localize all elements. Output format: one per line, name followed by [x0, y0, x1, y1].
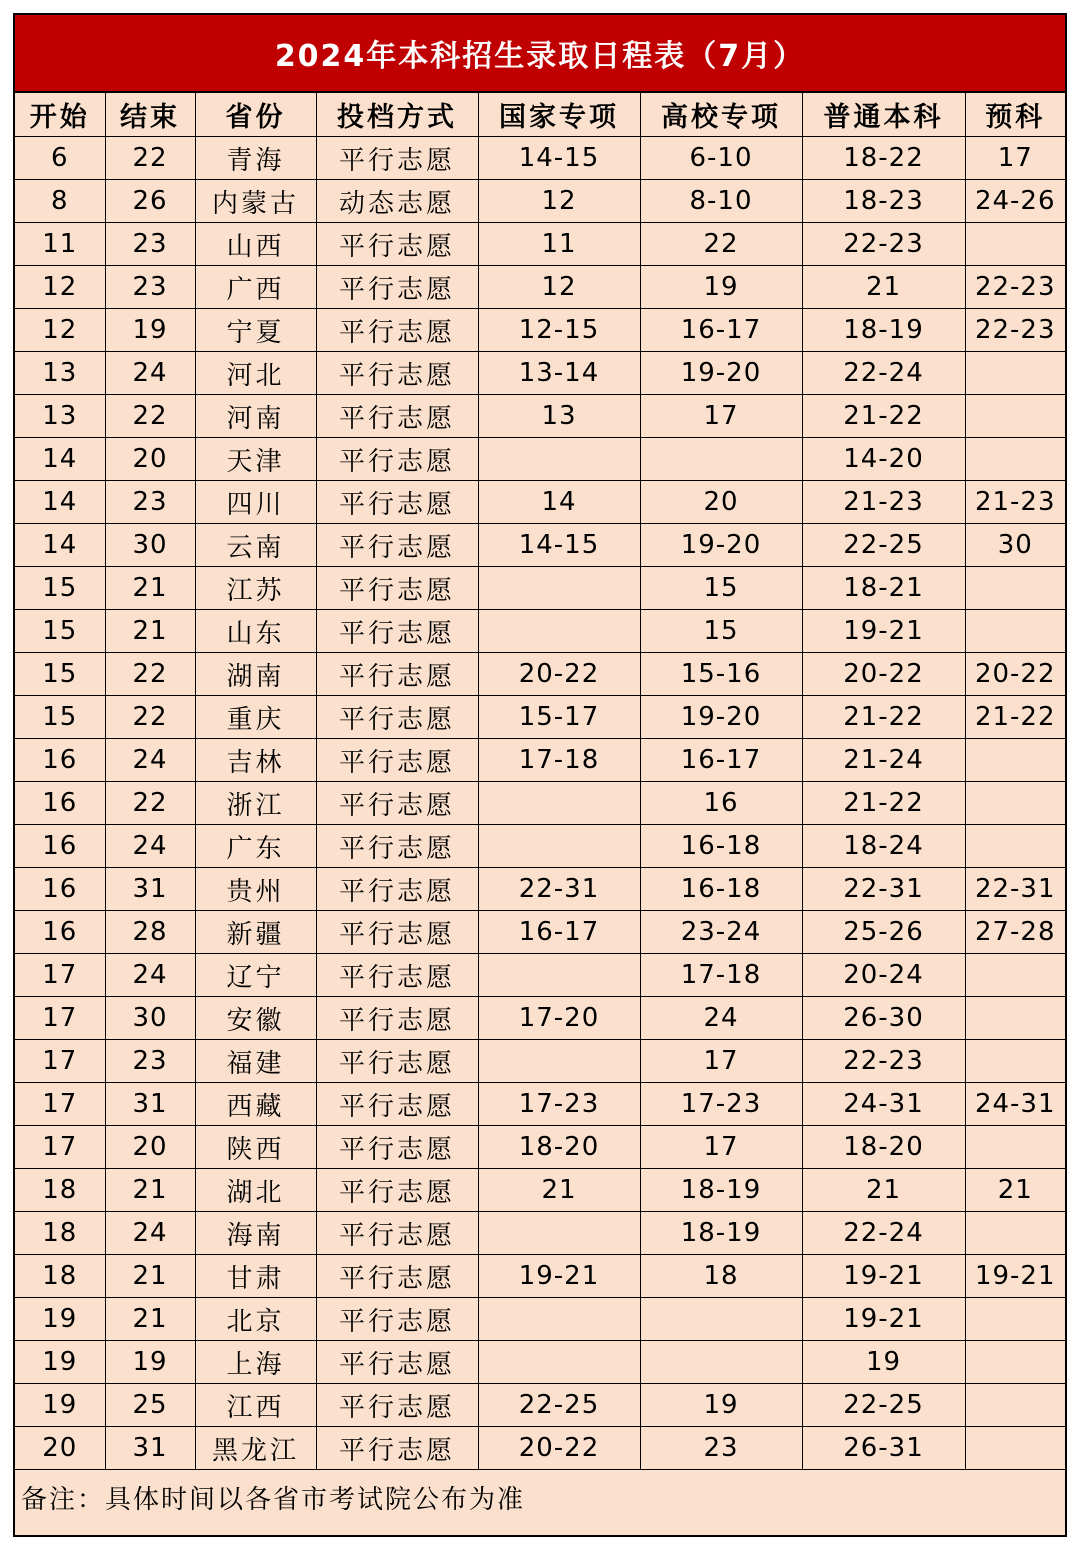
- cell-end-day: 19: [105, 1341, 195, 1384]
- column-header-preparatory: 预科: [965, 93, 1065, 137]
- cell-filing-mode: 平行志愿: [316, 739, 478, 782]
- cell-filing-mode: 平行志愿: [316, 1126, 478, 1169]
- cell-start-day: 14: [15, 481, 105, 524]
- cell-university-special: 16-18: [640, 868, 802, 911]
- cell-preparatory: 21: [965, 1169, 1065, 1212]
- cell-regular-undergrad: 19: [802, 1341, 965, 1384]
- cell-province: 河南: [195, 395, 316, 438]
- cell-province: 福建: [195, 1040, 316, 1083]
- table-row: [15, 954, 1065, 997]
- cell-national-special: [478, 782, 640, 825]
- cell-university-special: 8-10: [640, 180, 802, 223]
- cell-province: 北京: [195, 1298, 316, 1341]
- cell-end-day: 22: [105, 137, 195, 180]
- cell-preparatory: [965, 1040, 1065, 1083]
- cell-start-day: 17: [15, 1126, 105, 1169]
- cell-province: 西藏: [195, 1083, 316, 1126]
- cell-university-special: 18: [640, 1255, 802, 1298]
- table-row: [15, 868, 1065, 911]
- cell-preparatory: 30: [965, 524, 1065, 567]
- cell-preparatory: 22-31: [965, 868, 1065, 911]
- table-row: [15, 352, 1065, 395]
- cell-filing-mode: 平行志愿: [316, 868, 478, 911]
- cell-end-day: 21: [105, 567, 195, 610]
- cell-regular-undergrad: 21-23: [802, 481, 965, 524]
- cell-filing-mode: 动态志愿: [316, 180, 478, 223]
- cell-preparatory: [965, 1126, 1065, 1169]
- cell-province: 湖南: [195, 653, 316, 696]
- cell-regular-undergrad: 25-26: [802, 911, 965, 954]
- cell-end-day: 25: [105, 1384, 195, 1427]
- cell-national-special: 13: [478, 395, 640, 438]
- cell-national-special: 15-17: [478, 696, 640, 739]
- cell-regular-undergrad: 18-22: [802, 137, 965, 180]
- cell-national-special: 13-14: [478, 352, 640, 395]
- cell-regular-undergrad: 21: [802, 266, 965, 309]
- cell-start-day: 13: [15, 395, 105, 438]
- cell-province: 广西: [195, 266, 316, 309]
- cell-national-special: 16-17: [478, 911, 640, 954]
- cell-start-day: 14: [15, 438, 105, 481]
- cell-province: 天津: [195, 438, 316, 481]
- cell-university-special: 18-19: [640, 1212, 802, 1255]
- cell-preparatory: [965, 825, 1065, 868]
- column-header-start: 开始: [15, 93, 105, 137]
- cell-preparatory: 22-23: [965, 309, 1065, 352]
- cell-end-day: 21: [105, 1255, 195, 1298]
- cell-province: 贵州: [195, 868, 316, 911]
- cell-regular-undergrad: 22-24: [802, 352, 965, 395]
- cell-start-day: 14: [15, 524, 105, 567]
- cell-national-special: 18-20: [478, 1126, 640, 1169]
- cell-regular-undergrad: 21-22: [802, 782, 965, 825]
- cell-start-day: 19: [15, 1384, 105, 1427]
- cell-province: 安徽: [195, 997, 316, 1040]
- cell-filing-mode: 平行志愿: [316, 223, 478, 266]
- cell-preparatory: 17: [965, 137, 1065, 180]
- cell-national-special: [478, 1341, 640, 1384]
- cell-university-special: 16: [640, 782, 802, 825]
- cell-regular-undergrad: 21-24: [802, 739, 965, 782]
- cell-regular-undergrad: 19-21: [802, 610, 965, 653]
- cell-filing-mode: 平行志愿: [316, 954, 478, 997]
- cell-preparatory: [965, 395, 1065, 438]
- table-row: [15, 1384, 1065, 1427]
- table-row: [15, 1040, 1065, 1083]
- column-header-national-special: 国家专项: [478, 93, 640, 137]
- table-row: [15, 266, 1065, 309]
- cell-end-day: 24: [105, 1212, 195, 1255]
- table-row: [15, 782, 1065, 825]
- cell-end-day: 22: [105, 782, 195, 825]
- cell-university-special: [640, 1341, 802, 1384]
- cell-start-day: 18: [15, 1212, 105, 1255]
- cell-filing-mode: 平行志愿: [316, 1040, 478, 1083]
- table-row: [15, 223, 1065, 266]
- cell-filing-mode: 平行志愿: [316, 825, 478, 868]
- cell-province: 山东: [195, 610, 316, 653]
- cell-end-day: 21: [105, 1169, 195, 1212]
- cell-start-day: 19: [15, 1298, 105, 1341]
- cell-filing-mode: 平行志愿: [316, 137, 478, 180]
- table-row: [15, 481, 1065, 524]
- cell-national-special: [478, 1040, 640, 1083]
- cell-national-special: 12: [478, 180, 640, 223]
- cell-university-special: [640, 438, 802, 481]
- cell-regular-undergrad: 20-22: [802, 653, 965, 696]
- cell-national-special: [478, 954, 640, 997]
- cell-filing-mode: 平行志愿: [316, 438, 478, 481]
- cell-province: 重庆: [195, 696, 316, 739]
- cell-preparatory: [965, 1298, 1065, 1341]
- cell-university-special: 18-19: [640, 1169, 802, 1212]
- cell-start-day: 15: [15, 653, 105, 696]
- cell-filing-mode: 平行志愿: [316, 352, 478, 395]
- cell-regular-undergrad: 22-23: [802, 223, 965, 266]
- table-row: [15, 1255, 1065, 1298]
- cell-national-special: 20-22: [478, 653, 640, 696]
- cell-national-special: 17-20: [478, 997, 640, 1040]
- cell-end-day: 23: [105, 1040, 195, 1083]
- cell-regular-undergrad: 22-23: [802, 1040, 965, 1083]
- cell-preparatory: [965, 223, 1065, 266]
- cell-university-special: 19-20: [640, 524, 802, 567]
- cell-preparatory: [965, 610, 1065, 653]
- cell-preparatory: [965, 1384, 1065, 1427]
- cell-preparatory: [965, 438, 1065, 481]
- cell-end-day: 23: [105, 481, 195, 524]
- table-row: [15, 137, 1065, 180]
- cell-province: 河北: [195, 352, 316, 395]
- cell-end-day: 30: [105, 997, 195, 1040]
- page-title: 2024年本科招生录取日程表（7月）: [15, 15, 1065, 93]
- cell-preparatory: 21-23: [965, 481, 1065, 524]
- cell-end-day: 20: [105, 438, 195, 481]
- cell-preparatory: 19-21: [965, 1255, 1065, 1298]
- cell-regular-undergrad: 22-25: [802, 524, 965, 567]
- cell-end-day: 22: [105, 696, 195, 739]
- cell-university-special: 20: [640, 481, 802, 524]
- cell-regular-undergrad: 18-20: [802, 1126, 965, 1169]
- cell-end-day: 30: [105, 524, 195, 567]
- cell-university-special: 17-23: [640, 1083, 802, 1126]
- cell-preparatory: 24-31: [965, 1083, 1065, 1126]
- schedule-sheet: [13, 13, 1067, 1537]
- cell-filing-mode: 平行志愿: [316, 567, 478, 610]
- cell-regular-undergrad: 26-31: [802, 1427, 965, 1470]
- column-header-filing-mode: 投档方式: [316, 93, 478, 137]
- cell-preparatory: 22-23: [965, 266, 1065, 309]
- cell-preparatory: [965, 1212, 1065, 1255]
- table-row: [15, 1341, 1065, 1384]
- column-header-regular-undergrad: 普通本科: [802, 93, 965, 137]
- cell-start-day: 19: [15, 1341, 105, 1384]
- column-header-end: 结束: [105, 93, 195, 137]
- cell-regular-undergrad: 18-23: [802, 180, 965, 223]
- cell-province: 新疆: [195, 911, 316, 954]
- cell-preparatory: [965, 1341, 1065, 1384]
- cell-start-day: 15: [15, 567, 105, 610]
- table-row: [15, 911, 1065, 954]
- cell-start-day: 16: [15, 739, 105, 782]
- cell-university-special: 22: [640, 223, 802, 266]
- cell-start-day: 18: [15, 1255, 105, 1298]
- table-row: [15, 1212, 1065, 1255]
- cell-university-special: 17: [640, 395, 802, 438]
- cell-regular-undergrad: 20-24: [802, 954, 965, 997]
- cell-start-day: 12: [15, 266, 105, 309]
- cell-end-day: 23: [105, 223, 195, 266]
- cell-regular-undergrad: 22-25: [802, 1384, 965, 1427]
- cell-national-special: [478, 1212, 640, 1255]
- cell-start-day: 20: [15, 1427, 105, 1470]
- cell-filing-mode: 平行志愿: [316, 1169, 478, 1212]
- cell-national-special: 12: [478, 266, 640, 309]
- cell-university-special: 15: [640, 610, 802, 653]
- cell-national-special: 21: [478, 1169, 640, 1212]
- cell-university-special: 15: [640, 567, 802, 610]
- cell-national-special: 14-15: [478, 524, 640, 567]
- cell-start-day: 17: [15, 1040, 105, 1083]
- table-row: [15, 309, 1065, 352]
- cell-national-special: 17-18: [478, 739, 640, 782]
- cell-province: 上海: [195, 1341, 316, 1384]
- cell-university-special: 15-16: [640, 653, 802, 696]
- table-row: [15, 438, 1065, 481]
- table-row: [15, 1298, 1065, 1341]
- cell-province: 云南: [195, 524, 316, 567]
- table-row: [15, 1126, 1065, 1169]
- cell-preparatory: [965, 739, 1065, 782]
- cell-end-day: 20: [105, 1126, 195, 1169]
- table-row: [15, 1169, 1065, 1212]
- table-row: [15, 1083, 1065, 1126]
- cell-preparatory: [965, 352, 1065, 395]
- cell-province: 海南: [195, 1212, 316, 1255]
- cell-preparatory: 20-22: [965, 653, 1065, 696]
- cell-province: 浙江: [195, 782, 316, 825]
- cell-end-day: 24: [105, 954, 195, 997]
- table-row: [15, 696, 1065, 739]
- cell-university-special: 17-18: [640, 954, 802, 997]
- cell-start-day: 8: [15, 180, 105, 223]
- cell-filing-mode: 平行志愿: [316, 1212, 478, 1255]
- cell-national-special: 11: [478, 223, 640, 266]
- cell-filing-mode: 平行志愿: [316, 395, 478, 438]
- cell-end-day: 24: [105, 352, 195, 395]
- cell-filing-mode: 平行志愿: [316, 997, 478, 1040]
- cell-preparatory: [965, 567, 1065, 610]
- cell-regular-undergrad: 18-21: [802, 567, 965, 610]
- cell-preparatory: 27-28: [965, 911, 1065, 954]
- cell-filing-mode: 平行志愿: [316, 696, 478, 739]
- cell-filing-mode: 平行志愿: [316, 653, 478, 696]
- cell-university-special: 16-17: [640, 309, 802, 352]
- cell-filing-mode: 平行志愿: [316, 524, 478, 567]
- cell-start-day: 16: [15, 868, 105, 911]
- column-header-province: 省份: [195, 93, 316, 137]
- cell-end-day: 28: [105, 911, 195, 954]
- cell-start-day: 16: [15, 782, 105, 825]
- cell-start-day: 17: [15, 997, 105, 1040]
- cell-regular-undergrad: 21-22: [802, 696, 965, 739]
- cell-university-special: 19: [640, 266, 802, 309]
- cell-province: 湖北: [195, 1169, 316, 1212]
- cell-national-special: 19-21: [478, 1255, 640, 1298]
- cell-start-day: 17: [15, 954, 105, 997]
- cell-start-day: 16: [15, 825, 105, 868]
- cell-end-day: 21: [105, 610, 195, 653]
- cell-national-special: [478, 825, 640, 868]
- cell-national-special: 14: [478, 481, 640, 524]
- cell-province: 辽宁: [195, 954, 316, 997]
- footnote: 备注：具体时间以各省市考试院公布为准: [21, 1484, 526, 1515]
- cell-end-day: 22: [105, 653, 195, 696]
- cell-university-special: 17: [640, 1126, 802, 1169]
- cell-filing-mode: 平行志愿: [316, 1255, 478, 1298]
- cell-regular-undergrad: 18-24: [802, 825, 965, 868]
- cell-national-special: 22-25: [478, 1384, 640, 1427]
- cell-province: 黑龙江: [195, 1427, 316, 1470]
- cell-filing-mode: 平行志愿: [316, 1298, 478, 1341]
- cell-province: 广东: [195, 825, 316, 868]
- table-row: [15, 180, 1065, 223]
- table-header-row: [15, 93, 1065, 137]
- cell-end-day: 31: [105, 1083, 195, 1126]
- cell-national-special: [478, 610, 640, 653]
- table-row: [15, 567, 1065, 610]
- cell-university-special: [640, 1298, 802, 1341]
- cell-university-special: 16-18: [640, 825, 802, 868]
- cell-regular-undergrad: 14-20: [802, 438, 965, 481]
- cell-end-day: 31: [105, 868, 195, 911]
- cell-regular-undergrad: 21: [802, 1169, 965, 1212]
- cell-filing-mode: 平行志愿: [316, 481, 478, 524]
- cell-national-special: 17-23: [478, 1083, 640, 1126]
- cell-preparatory: 24-26: [965, 180, 1065, 223]
- cell-regular-undergrad: 18-19: [802, 309, 965, 352]
- cell-end-day: 23: [105, 266, 195, 309]
- cell-filing-mode: 平行志愿: [316, 782, 478, 825]
- cell-start-day: 15: [15, 610, 105, 653]
- cell-start-day: 11: [15, 223, 105, 266]
- cell-university-special: 19: [640, 1384, 802, 1427]
- cell-national-special: 12-15: [478, 309, 640, 352]
- cell-start-day: 18: [15, 1169, 105, 1212]
- cell-university-special: 23-24: [640, 911, 802, 954]
- cell-regular-undergrad: 19-21: [802, 1255, 965, 1298]
- table-row: [15, 524, 1065, 567]
- cell-preparatory: [965, 782, 1065, 825]
- cell-end-day: 24: [105, 739, 195, 782]
- cell-end-day: 22: [105, 395, 195, 438]
- cell-start-day: 12: [15, 309, 105, 352]
- table-row: [15, 653, 1065, 696]
- cell-end-day: 19: [105, 309, 195, 352]
- cell-filing-mode: 平行志愿: [316, 610, 478, 653]
- cell-university-special: 16-17: [640, 739, 802, 782]
- cell-province: 吉林: [195, 739, 316, 782]
- cell-province: 江苏: [195, 567, 316, 610]
- cell-university-special: 23: [640, 1427, 802, 1470]
- table-row: [15, 610, 1065, 653]
- cell-province: 内蒙古: [195, 180, 316, 223]
- table-body: [15, 137, 1065, 1470]
- cell-province: 山西: [195, 223, 316, 266]
- cell-start-day: 16: [15, 911, 105, 954]
- cell-national-special: [478, 1298, 640, 1341]
- cell-regular-undergrad: 21-22: [802, 395, 965, 438]
- cell-province: 江西: [195, 1384, 316, 1427]
- cell-start-day: 6: [15, 137, 105, 180]
- table-row: [15, 825, 1065, 868]
- cell-regular-undergrad: 26-30: [802, 997, 965, 1040]
- cell-university-special: 17: [640, 1040, 802, 1083]
- cell-university-special: 6-10: [640, 137, 802, 180]
- cell-province: 青海: [195, 137, 316, 180]
- cell-regular-undergrad: 24-31: [802, 1083, 965, 1126]
- cell-filing-mode: 平行志愿: [316, 1427, 478, 1470]
- cell-university-special: 19-20: [640, 696, 802, 739]
- cell-national-special: 22-31: [478, 868, 640, 911]
- cell-filing-mode: 平行志愿: [316, 309, 478, 352]
- table-row: [15, 739, 1065, 782]
- cell-end-day: 31: [105, 1427, 195, 1470]
- cell-end-day: 21: [105, 1298, 195, 1341]
- cell-preparatory: 21-22: [965, 696, 1065, 739]
- cell-regular-undergrad: 22-24: [802, 1212, 965, 1255]
- cell-start-day: 13: [15, 352, 105, 395]
- cell-start-day: 17: [15, 1083, 105, 1126]
- cell-preparatory: [965, 954, 1065, 997]
- table-row: [15, 997, 1065, 1040]
- cell-national-special: [478, 567, 640, 610]
- cell-filing-mode: 平行志愿: [316, 1341, 478, 1384]
- column-header-university-special: 高校专项: [640, 93, 802, 137]
- cell-province: 宁夏: [195, 309, 316, 352]
- admission-schedule-table: [15, 93, 1065, 1470]
- cell-national-special: 14-15: [478, 137, 640, 180]
- cell-end-day: 24: [105, 825, 195, 868]
- cell-university-special: 24: [640, 997, 802, 1040]
- cell-province: 陕西: [195, 1126, 316, 1169]
- cell-start-day: 15: [15, 696, 105, 739]
- cell-province: 甘肃: [195, 1255, 316, 1298]
- cell-filing-mode: 平行志愿: [316, 911, 478, 954]
- cell-filing-mode: 平行志愿: [316, 1083, 478, 1126]
- cell-province: 四川: [195, 481, 316, 524]
- cell-national-special: [478, 438, 640, 481]
- cell-filing-mode: 平行志愿: [316, 1384, 478, 1427]
- cell-national-special: 20-22: [478, 1427, 640, 1470]
- cell-filing-mode: 平行志愿: [316, 266, 478, 309]
- cell-preparatory: [965, 997, 1065, 1040]
- cell-university-special: 19-20: [640, 352, 802, 395]
- cell-end-day: 26: [105, 180, 195, 223]
- cell-regular-undergrad: 19-21: [802, 1298, 965, 1341]
- table-row: [15, 395, 1065, 438]
- cell-regular-undergrad: 22-31: [802, 868, 965, 911]
